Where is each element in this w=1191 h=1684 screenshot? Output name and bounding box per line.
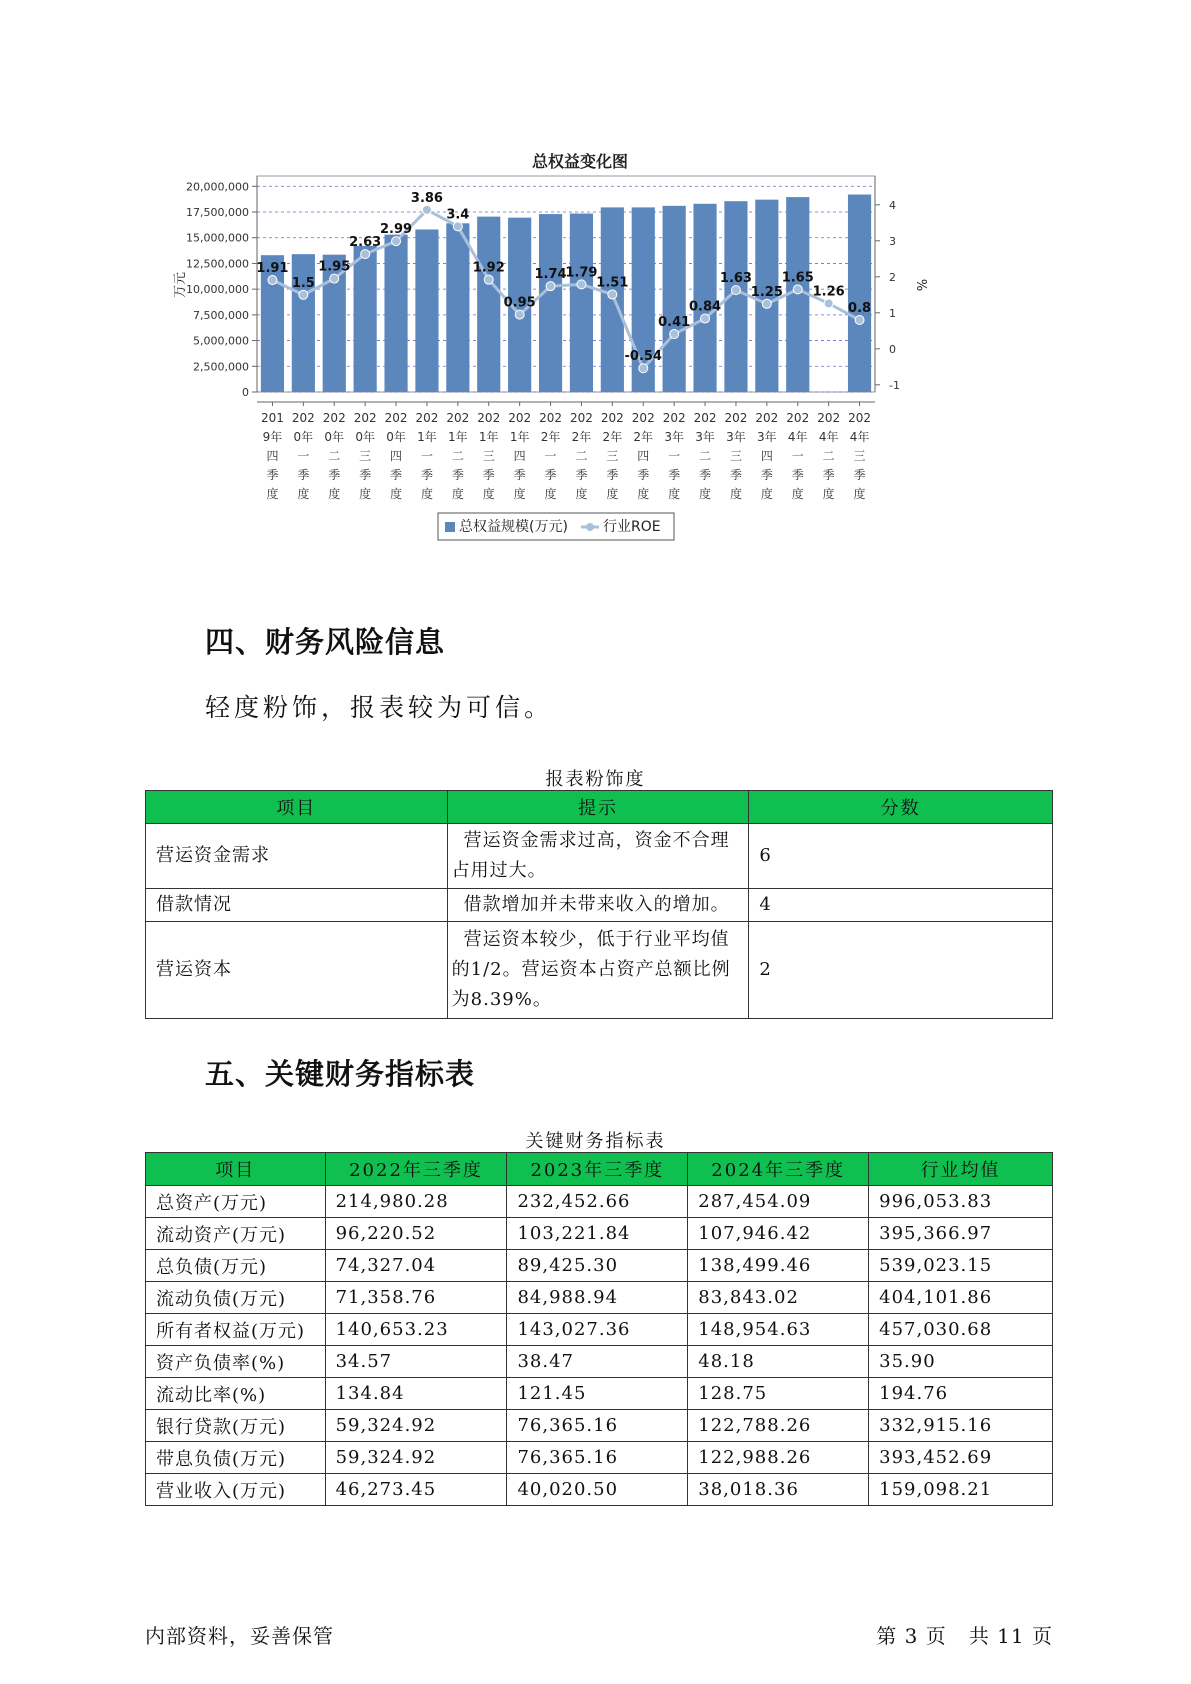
roe-point: [762, 299, 771, 308]
x-tick-label: 度: [328, 487, 341, 501]
x-tick-label: 202: [477, 411, 501, 425]
equity-bar: [570, 214, 593, 392]
roe-data-label: 1.65: [781, 270, 814, 286]
x-tick-label: 202: [322, 411, 346, 425]
x-tick-label: 2年: [540, 430, 561, 444]
x-tick-label: 202: [662, 411, 686, 425]
x-tick-label: 2年: [633, 430, 654, 444]
kpi-value-cell: 74,327.04: [325, 1250, 507, 1282]
x-tick-label: 季: [390, 468, 403, 482]
y-tick-label-left: 15,000,000: [186, 231, 249, 245]
kpi-value-cell: 287,454.09: [688, 1186, 869, 1218]
x-tick-label: 季: [420, 468, 433, 482]
kpi-value-cell: 121.45: [507, 1378, 688, 1410]
equity-chart-svg: [173, 140, 980, 600]
x-tick-label: 度: [266, 487, 279, 501]
kpi-item-cell: 营业收入(万元): [146, 1474, 326, 1506]
roe-point: [855, 316, 864, 325]
x-tick-label: 二: [328, 449, 341, 463]
x-tick-label: 四: [513, 449, 526, 463]
x-tick-label: 0年: [355, 430, 375, 444]
x-tick-label: 3年: [695, 430, 715, 444]
kpi-value-cell: 404,101.86: [869, 1282, 1053, 1314]
header-cell: 项目: [146, 791, 448, 824]
x-tick-label: 1年: [448, 430, 468, 444]
kpi-value-cell: 122,788.26: [688, 1410, 869, 1442]
kpi-value-cell: 232,452.66: [507, 1186, 688, 1218]
roe-data-label: 0.8: [848, 301, 872, 316]
risk-score: 2: [749, 922, 1053, 1019]
x-tick-label: 2年: [571, 430, 592, 444]
x-tick-label: 季: [328, 468, 341, 482]
roe-point: [515, 310, 524, 319]
table-row: [146, 1474, 1053, 1506]
kpi-value-cell: 134.84: [325, 1378, 507, 1410]
roe-data-label: 1.26: [812, 284, 845, 300]
table-header-row: [146, 791, 1053, 824]
table-row: [146, 1442, 1053, 1474]
risk-score: 6: [749, 824, 1053, 889]
kpi-value-cell: 83,843.02: [688, 1282, 869, 1314]
section4-summary: 轻度粉饰，报表较为可信。: [205, 693, 554, 722]
x-tick-label: 季: [266, 468, 279, 482]
risk-item: 借款情况: [146, 889, 448, 922]
x-tick-label: 度: [359, 487, 372, 501]
kpi-value-cell: 46,273.45: [325, 1474, 507, 1506]
equity-bar: [477, 217, 500, 392]
x-tick-label: 三: [359, 449, 372, 463]
x-tick-label: 202: [693, 411, 717, 425]
x-tick-label: 季: [544, 468, 557, 482]
y-tick-label-right: 2: [889, 270, 896, 284]
kpi-value-cell: 107,946.42: [688, 1218, 869, 1250]
x-tick-label: 季: [451, 468, 464, 482]
x-tick-label: 季: [297, 468, 310, 482]
roe-data-label: 1.91: [256, 261, 289, 277]
kpi-value-cell: 143,027.36: [507, 1314, 688, 1346]
x-tick-label: 1年: [478, 430, 499, 444]
roe-data-label: 1.92: [472, 260, 505, 276]
x-tick-label: 四: [266, 449, 279, 463]
kpi-item-cell: 总负债(万元): [146, 1250, 326, 1282]
roe-data-label: 1.5: [291, 275, 315, 291]
roe-point: [299, 290, 308, 299]
roe-data-label: 0.95: [503, 295, 536, 311]
roe-point: [422, 205, 431, 214]
equity-bar: [415, 229, 438, 392]
x-tick-label: 度: [637, 487, 650, 501]
x-tick-label: 度: [451, 487, 464, 501]
equity-bar: [384, 235, 407, 392]
kpi-item-cell: 流动资产(万元): [146, 1218, 326, 1250]
x-tick-label: 季: [853, 468, 866, 482]
kpi-value-cell: 89,425.30: [507, 1250, 688, 1282]
x-tick-label: 一: [668, 449, 681, 463]
x-tick-label: 0年: [293, 430, 314, 444]
x-tick-label: 一: [297, 449, 310, 463]
x-tick-label: 三: [606, 449, 619, 463]
kpi-value-cell: 103,221.84: [507, 1218, 688, 1250]
equity-bar: [663, 206, 686, 392]
x-tick-label: 202: [446, 411, 470, 425]
risk-hint: 营运资本较少，低于行业平均值的1/2。营运资本占资产总额比例为8.39%。: [447, 922, 749, 1019]
roe-data-label: 1.74: [534, 267, 567, 283]
roe-point: [546, 282, 555, 291]
roe-data-label: 3.86: [410, 190, 443, 206]
table-row: [146, 922, 1053, 1019]
kpi-value-cell: 194.76: [869, 1378, 1053, 1410]
x-tick-label: 季: [791, 468, 804, 482]
page-number: 第 3 页 共 11 页: [876, 1624, 1053, 1648]
equity-bar: [539, 214, 562, 392]
y-tick-label-right: 3: [889, 234, 896, 248]
kpi-value-cell: 539,023.15: [869, 1250, 1053, 1282]
x-tick-label: 季: [668, 468, 681, 482]
x-tick-label: 2年: [602, 430, 623, 444]
x-tick-label: 202: [600, 411, 624, 425]
kpi-value-cell: 140,653.23: [325, 1314, 507, 1346]
roe-data-label: 1.63: [719, 271, 752, 287]
x-tick-label: 1年: [417, 430, 437, 444]
header-cell: 行业均值: [869, 1153, 1053, 1186]
x-tick-label: 3年: [757, 430, 777, 444]
x-tick-label: 一: [791, 449, 804, 463]
table-row: [146, 889, 1053, 922]
x-tick-label: 季: [699, 468, 712, 482]
header-cell: 2023年三季度: [507, 1153, 688, 1186]
x-tick-label: 0年: [324, 430, 345, 444]
x-tick-label: 度: [699, 487, 712, 501]
table-row: [146, 1378, 1053, 1410]
kpi-value-cell: 148,954.63: [688, 1314, 869, 1346]
x-tick-label: 度: [791, 487, 804, 501]
header-cell: 提示: [447, 791, 749, 824]
x-tick-label: 季: [482, 468, 495, 482]
kpi-value-cell: 214,980.28: [325, 1186, 507, 1218]
equity-bar: [601, 207, 624, 392]
x-tick-label: 202: [353, 411, 377, 425]
x-tick-label: 202: [848, 411, 872, 425]
x-tick-label: 202: [384, 411, 408, 425]
kpi-item-cell: 总资产(万元): [146, 1186, 326, 1218]
x-tick-label: 202: [786, 411, 810, 425]
kpi-item-cell: 流动比率(%): [146, 1378, 326, 1410]
kpi-value-cell: 35.90: [869, 1346, 1053, 1378]
x-tick-label: 202: [291, 411, 315, 425]
kpi-value-cell: 395,366.97: [869, 1218, 1053, 1250]
roe-point: [670, 330, 679, 339]
x-tick-label: 202: [755, 411, 779, 425]
roe-point: [701, 314, 710, 323]
equity-bar: [848, 195, 871, 392]
kpi-item-cell: 所有者权益(万元): [146, 1314, 326, 1346]
y-tick-label-left: 17,500,000: [186, 206, 249, 219]
risk-item: 营运资本: [146, 922, 448, 1019]
risk-table-caption: 报表粉饰度: [545, 769, 646, 790]
roe-point: [392, 237, 401, 246]
header-cell: 分数: [749, 791, 1053, 824]
x-tick-label: 度: [822, 487, 835, 501]
legend-swatch-bar: [445, 522, 455, 532]
y-tick-label-right: 0: [889, 342, 896, 356]
x-tick-label: 度: [575, 487, 588, 501]
x-tick-label: 度: [390, 487, 403, 501]
equity-bar: [446, 223, 469, 392]
x-tick-label: 202: [631, 411, 655, 425]
x-tick-label: 3年: [726, 430, 746, 444]
kpi-value-cell: 76,365.16: [507, 1442, 688, 1474]
roe-data-label: 1.51: [596, 275, 629, 291]
table-row: [146, 1282, 1053, 1314]
y-tick-label-right: 4: [889, 198, 896, 212]
y-tick-label-left: 2,500,000: [193, 360, 249, 374]
chart-title: 总权益变化图: [531, 152, 629, 171]
x-tick-label: 202: [508, 411, 532, 425]
equity-bar: [354, 246, 377, 392]
kpi-table: [145, 1152, 1053, 1506]
y-tick-label-right: -1: [889, 378, 900, 392]
chart-legend: [438, 513, 674, 540]
header-cell: 2022年三季度: [325, 1153, 507, 1186]
risk-item: 营运资金需求: [146, 824, 448, 889]
table-row: [146, 1186, 1053, 1218]
equity-chart: [173, 140, 980, 600]
x-tick-label: 季: [637, 468, 650, 482]
legend-swatch-marker: [586, 523, 594, 531]
kpi-value-cell: 138,499.46: [688, 1250, 869, 1282]
x-tick-label: 202: [539, 411, 563, 425]
kpi-value-cell: 59,324.92: [325, 1442, 507, 1474]
x-tick-label: 四: [760, 449, 773, 463]
x-tick-label: 度: [853, 487, 866, 501]
kpi-value-cell: 38.47: [507, 1346, 688, 1378]
roe-data-label: 0.41: [658, 315, 691, 331]
table-row: [146, 1314, 1053, 1346]
x-tick-label: 4年: [818, 430, 839, 444]
x-tick-label: 季: [822, 468, 835, 482]
roe-data-label: 1.25: [750, 284, 783, 300]
roe-point: [330, 274, 339, 283]
y-tick-label-left: 0: [242, 386, 249, 399]
x-tick-label: 四: [637, 449, 650, 463]
kpi-item-cell: 银行贷款(万元): [146, 1410, 326, 1442]
x-tick-label: 季: [513, 468, 526, 482]
roe-point: [268, 276, 277, 285]
y-tick-label-right: 1: [889, 306, 896, 320]
table-row: [146, 1410, 1053, 1442]
risk-hint: 营运资金需求过高，资金不合理占用过大。: [447, 824, 749, 889]
table-row: [146, 1250, 1053, 1282]
kpi-value-cell: 457,030.68: [869, 1314, 1053, 1346]
y-tick-label-left: 7,500,000: [193, 308, 249, 322]
kpi-value-cell: 34.57: [325, 1346, 507, 1378]
table-header-row: [146, 1153, 1053, 1186]
x-tick-label: 季: [729, 468, 742, 482]
roe-point: [608, 290, 617, 299]
x-tick-label: 度: [513, 487, 526, 501]
x-tick-label: 4年: [787, 430, 808, 444]
x-tick-label: 三: [729, 449, 742, 463]
y-tick-label-left: 10,000,000: [186, 283, 249, 297]
roe-data-label: 2.63: [349, 235, 382, 251]
kpi-value-cell: 393,452.69: [869, 1442, 1053, 1474]
kpi-value-cell: 48.18: [688, 1346, 869, 1378]
x-tick-label: 202: [817, 411, 841, 425]
legend-bar-label: 总权益规模(万元): [459, 519, 568, 535]
risk-score: 4: [749, 889, 1053, 922]
kpi-value-cell: 59,324.92: [325, 1410, 507, 1442]
roe-point: [824, 299, 833, 308]
kpi-value-cell: 96,220.52: [325, 1218, 507, 1250]
x-tick-label: 度: [297, 487, 310, 501]
kpi-table-caption: 关键财务指标表: [525, 1131, 666, 1152]
x-tick-label: 度: [544, 487, 557, 501]
kpi-value-cell: 71,358.76: [325, 1282, 507, 1314]
x-tick-label: 0年: [386, 430, 406, 444]
kpi-value-cell: 84,988.94: [507, 1282, 688, 1314]
roe-point: [577, 280, 586, 289]
kpi-item-cell: 资产负债率(%): [146, 1346, 326, 1378]
x-tick-label: 季: [575, 468, 588, 482]
header-cell: 项目: [146, 1153, 326, 1186]
x-tick-label: 季: [359, 468, 372, 482]
x-tick-label: 二: [575, 449, 588, 463]
kpi-table-body: [146, 1186, 1053, 1506]
x-tick-label: 202: [415, 411, 439, 425]
kpi-item-cell: 流动负债(万元): [146, 1282, 326, 1314]
roe-point: [361, 250, 370, 259]
roe-point: [639, 364, 648, 373]
kpi-value-cell: 332,915.16: [869, 1410, 1053, 1442]
x-tick-label: 度: [668, 487, 681, 501]
roe-point: [453, 222, 462, 231]
y-axis-right-label: %: [913, 278, 928, 292]
roe-point: [731, 286, 740, 295]
roe-data-label: 3.4: [446, 207, 470, 223]
x-tick-label: 4年: [849, 430, 870, 444]
roe-data-label: 1.95: [318, 259, 351, 275]
equity-bar: [693, 204, 716, 392]
y-tick-label-left: 5,000,000: [193, 334, 249, 348]
x-tick-label: 季: [606, 468, 619, 482]
x-tick-label: 季: [760, 468, 773, 482]
x-tick-label: 四: [390, 449, 403, 463]
footer-left: 内部资料，妥善保管: [145, 1624, 334, 1648]
x-tick-label: 三: [482, 449, 495, 463]
kpi-value-cell: 159,098.21: [869, 1474, 1053, 1506]
kpi-value-cell: 996,053.83: [869, 1186, 1053, 1218]
risk-hint: 借款增加并未带来收入的增加。: [447, 889, 749, 922]
x-tick-label: 9年: [262, 430, 283, 444]
roe-data-label: -0.54: [624, 349, 662, 365]
section5-heading: 五、关键财务指标表: [205, 1057, 476, 1091]
header-cell: 2024年三季度: [688, 1153, 869, 1186]
kpi-value-cell: 128.75: [688, 1378, 869, 1410]
x-tick-label: 二: [699, 449, 712, 463]
x-tick-label: 二: [822, 449, 835, 463]
table-row: [146, 824, 1053, 889]
kpi-item-cell: 带息负债(万元): [146, 1442, 326, 1474]
roe-data-label: 2.99: [380, 222, 413, 238]
x-tick-label: 一: [544, 449, 557, 463]
legend-line-label: 行业ROE: [603, 519, 661, 535]
roe-point: [484, 275, 493, 284]
y-tick-label-left: 20,000,000: [186, 180, 249, 194]
x-tick-label: 三: [853, 449, 866, 463]
x-tick-label: 度: [760, 487, 773, 501]
x-tick-label: 度: [420, 487, 433, 501]
section4-heading: 四、财务风险信息: [205, 625, 446, 659]
x-tick-label: 201: [260, 411, 284, 425]
risk-table: [145, 790, 1053, 1019]
table-row: [146, 1346, 1053, 1378]
roe-point: [793, 285, 802, 294]
table-row: [146, 1218, 1053, 1250]
x-tick-label: 度: [606, 487, 619, 501]
y-axis-left-label: 万元: [173, 271, 188, 299]
kpi-value-cell: 38,018.36: [688, 1474, 869, 1506]
x-tick-label: 3年: [664, 430, 684, 444]
x-tick-label: 1年: [509, 430, 530, 444]
x-tick-label: 202: [569, 411, 593, 425]
x-tick-label: 一: [420, 449, 433, 463]
kpi-value-cell: 122,988.26: [688, 1442, 869, 1474]
x-tick-label: 二: [451, 449, 464, 463]
x-tick-label: 202: [724, 411, 748, 425]
roe-data-label: 1.79: [565, 265, 598, 281]
x-tick-label: 度: [482, 487, 495, 501]
roe-data-label: 0.84: [689, 299, 722, 315]
x-tick-label: 度: [729, 487, 742, 501]
y-tick-label-left: 12,500,000: [186, 257, 249, 271]
kpi-value-cell: 40,020.50: [507, 1474, 688, 1506]
kpi-value-cell: 76,365.16: [507, 1410, 688, 1442]
